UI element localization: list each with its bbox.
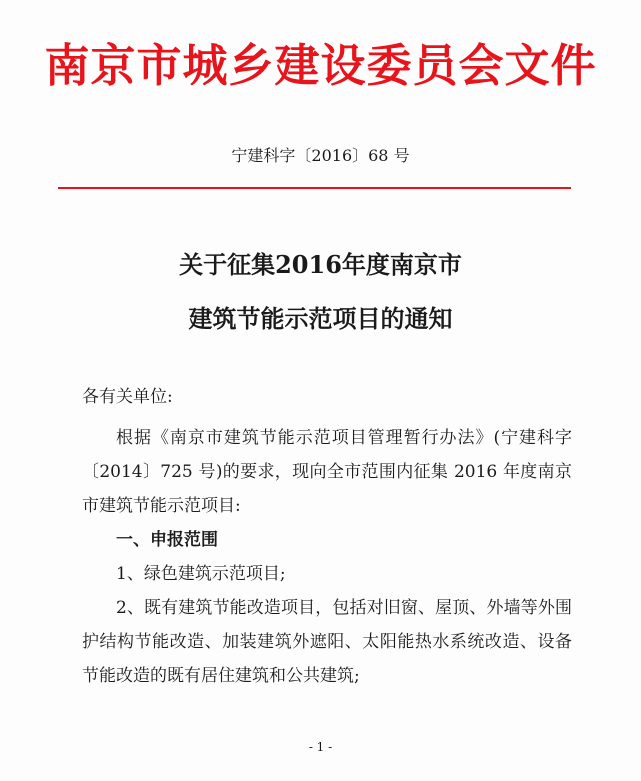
document-number: 宁建科字〔2016〕68 号 bbox=[231, 146, 410, 165]
page-number: - 1 - bbox=[308, 740, 333, 754]
intro-paragraph: 根据《南京市建筑节能示范项目管理暂行办法》(宁建科字〔2014〕725 号)的要求，现向全市范围内征集 2016 年度南京市建筑节能示范项目: bbox=[82, 428, 572, 516]
body-text bbox=[82, 421, 572, 693]
notice-title-line-2: 建筑节能示范项目的通知 bbox=[188, 304, 453, 333]
red-divider bbox=[58, 187, 571, 189]
salutation: 各有关单位: bbox=[82, 387, 173, 407]
issuer-header-title: 南京市城乡建设委员会文件 bbox=[44, 39, 597, 92]
list-item: 2、既有建筑节能改造项目，包括对旧窗、屋顶、外墙等外围护结构节能改造、加装建筑外遮阳、太阳能热水系统改造、设备节能改造的既有居住建筑和公共建筑; bbox=[82, 598, 572, 686]
section-heading: 一、申报范围 bbox=[116, 530, 218, 550]
list-item: 1、绿色建筑示范项目; bbox=[116, 564, 286, 584]
notice-title-line-1: 关于征集2016年度南京市 bbox=[179, 250, 462, 279]
